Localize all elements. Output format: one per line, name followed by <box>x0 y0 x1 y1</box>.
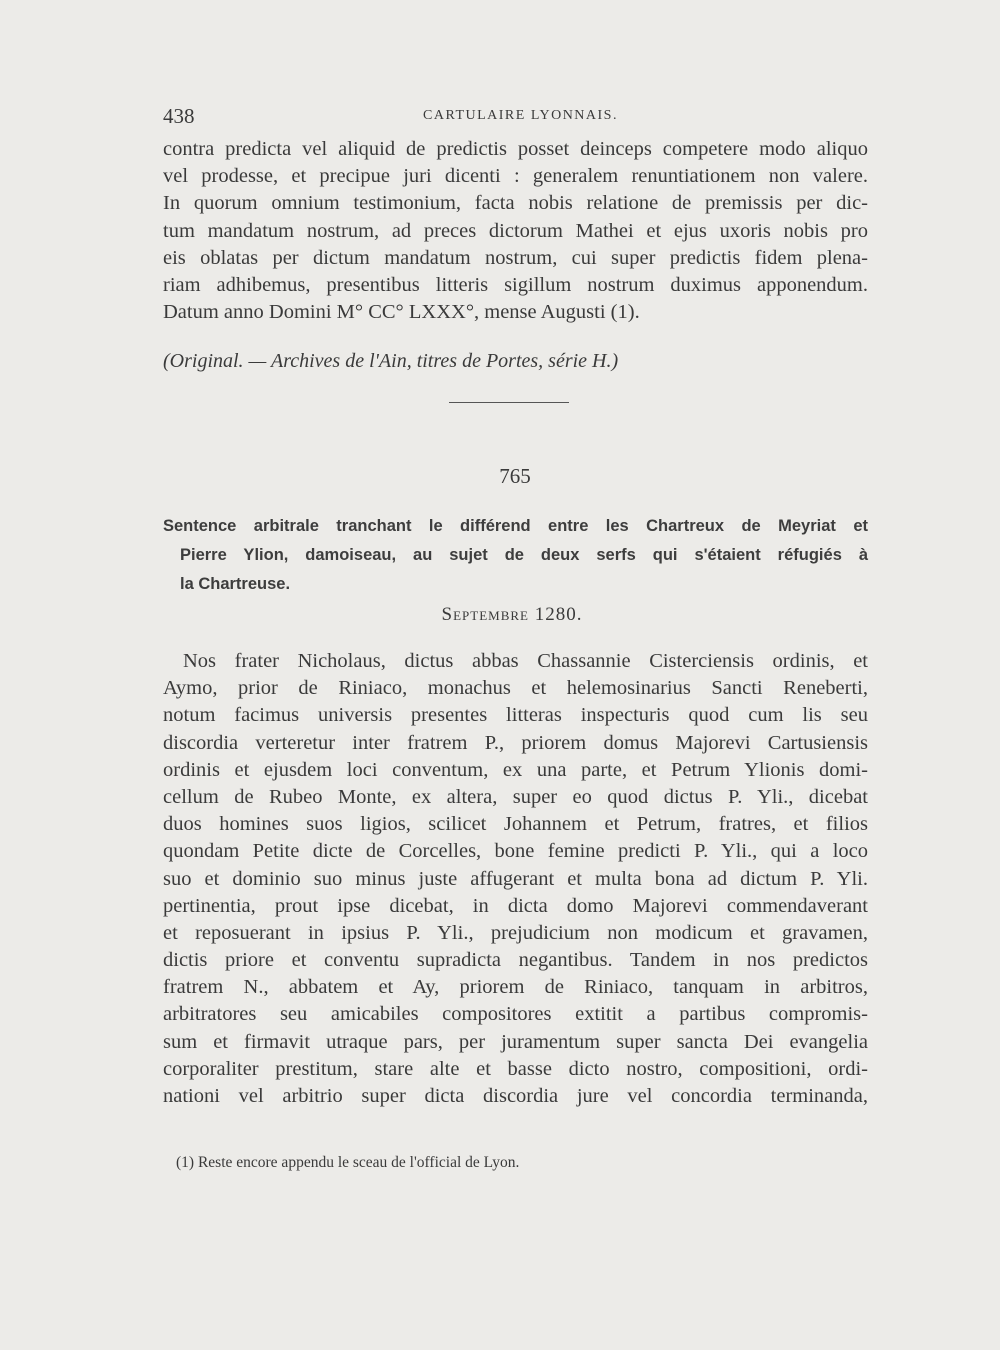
continuation-text <box>163 136 868 326</box>
text-line: tum mandatum nostrum, ad preces dictorum Mathei et ejus uxoris nobis pro <box>163 219 868 242</box>
text-line: Aymo, prior de Riniaco, monachus et helemosinarius Sancti Reneberti, <box>163 677 868 700</box>
page-number: 438 <box>163 104 195 128</box>
summary-line: Sentence arbitrale tranchant le différend entre les Chartreux de Meyriat et <box>163 517 868 535</box>
text-line: quondam Petite dicte de Corcelles, bone femine predicti P. Yli., qui a loco <box>163 840 868 863</box>
text-line: eis oblatas per dictum mandatum nostrum, cui super predictis fidem plena- <box>163 246 868 269</box>
text-line: corporaliter prestitum, stare alte et basse dicto nostro, compositioni, ordi- <box>163 1057 868 1080</box>
text-line: vel prodesse, et precipue juri dicenti : generalem renuntiationem non valere. <box>163 165 868 188</box>
text-line: sum et firmavit utraque pars, per juramentum super sancta Dei evangelia <box>163 1030 868 1053</box>
section-divider <box>449 402 569 403</box>
summary-line: Pierre Ylion, damoiseau, au sujet de deux serfs qui s'étaient réfugiés à <box>180 546 868 564</box>
text-line: arbitratores seu amicabiles compositores extitit a partibus compromis- <box>163 1003 868 1026</box>
text-line: cellum de Rubeo Monte, ex altera, super eo quod dictus P. Yli., dicebat <box>163 785 868 808</box>
document-date <box>0 604 1000 626</box>
document-number: 765 <box>499 464 531 488</box>
source-citation: (Original. — Archives de l'Ain, titres de Portes, série H.) <box>163 350 619 372</box>
date-year: 1280. <box>534 604 583 625</box>
text-line: pertinentia, prout ipse dicebat, in dicta domo Majorevi commendaverant <box>163 894 868 917</box>
text-line: riam adhibemus, presentibus litteris sigillum nostrum duximus apponendum. <box>163 273 868 296</box>
text-line: nationi vel arbitrio super dicta discordia jure vel concordia terminanda, <box>163 1085 868 1107</box>
text-line: suo et dominio suo minus juste affugerant et multa bona ad dictum P. Yli. <box>163 867 868 890</box>
text-line: notum facimus universis presentes litteras inspecturis quod cum lis seu <box>163 704 868 727</box>
text-line: fratrem N., abbatem et Ay, priorem de Riniaco, tanquam in arbitros, <box>163 976 868 999</box>
date-month: Septembre <box>441 604 529 625</box>
footnote: (1) Reste encore appendu le sceau de l'official de Lyon. <box>176 1154 520 1171</box>
text-line: In quorum omnium testimonium, facta nobis relatione de premissis per dic- <box>163 192 868 215</box>
text-line: et reposuerant in ipsius P. Yli., prejudicium non modicum et gravamen, <box>163 921 868 944</box>
summary-line: la Chartreuse. <box>180 575 291 593</box>
text-line: Nos frater Nicholaus, dictus abbas Chassannie Cisterciensis ordinis, et <box>183 650 868 672</box>
document-summary <box>163 512 868 599</box>
text-line: dictis priore et conventu supradicta negantibus. Tandem in nos predictos <box>163 949 868 972</box>
text-line: Datum anno Domini M° CC° LXXX°, mense Augusti (1). <box>163 301 640 324</box>
page-header <box>163 104 868 130</box>
running-title: CARTULAIRE LYONNAIS. <box>423 108 618 123</box>
text-line: contra predicta vel aliquid de predictis posset deinceps competere modo aliquo <box>163 138 868 160</box>
document-body <box>163 648 868 1110</box>
text-line: discordia verteretur inter fratrem P., priorem domus Majorevi Cartusiensis <box>163 731 868 754</box>
text-line: ordinis et ejusdem loci conventum, ex una parte, et Petrum Ylionis domi- <box>163 758 868 781</box>
text-line: duos homines suos ligios, scilicet Johannem et Petrum, fratres, et filios <box>163 813 868 836</box>
